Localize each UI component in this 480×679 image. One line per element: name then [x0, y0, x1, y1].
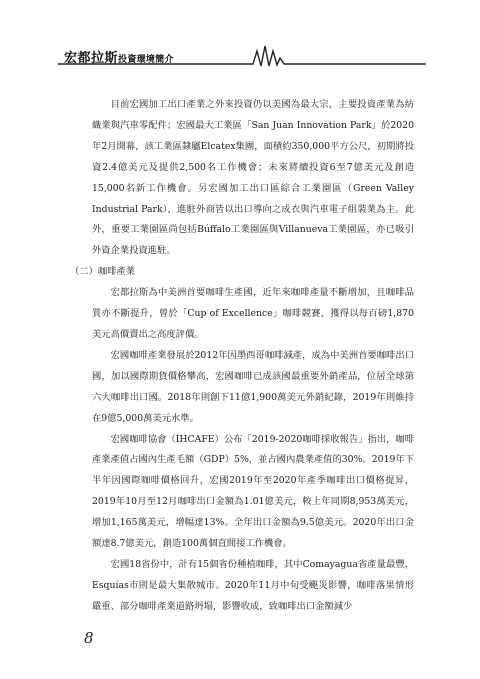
header-title-main: 宏都拉斯	[64, 51, 119, 66]
paragraph: 目前宏國加工出口產業之外來投資仍以美國為最大宗，主要投資產業為紡織業與汽車零配件；宏國最大工業區「San Juan Innovation Park」於2020年2月開幕，該工業區隸屬Elcatex集團，面積約350,000平方公尺，初期將投資2.4億美元及提供2,500名工作機會；未來將續投資6至7億美元及創造15,000名新工作機會。另宏國加工出口區綜合工業園區（Green Valley Industrial Park），進駐外商皆以出口導向之成衣與汽車電子組裝業為主。此外，重要工業園區尚包括Búffalo工業園區與Villanueva工業園區，亦已吸引外資企業投資進駐。	[92, 99, 414, 257]
page-number: 8	[84, 629, 94, 647]
paragraph: 宏國咖啡協會（IHCAFE）公布「2019-2020咖啡採收報告」指出，咖啡產業產值占國內生產毛額（GDP）5%，並占國內農業產值的30%。2019年下半年因國際咖啡價格回升，宏國2019年至2020年產季咖啡出口價格提昇，2019年10月至12月咖啡出口金額為1.01億美元，較上年同期8,953萬美元，增加1,165萬美元，增幅達13%。全年出口金額為9.5億美元。2020年出口金額達8.7億美元，創造100萬個直間接工作機會。	[92, 433, 414, 550]
header-title-sub: 投資環境簡介	[118, 55, 174, 65]
paragraph: 宏國18省份中，計有15個省份種植咖啡，其中Comayagua省產量最豐，Esquías市則是最大集散城市。2020年11月中旬受颶災影響，咖啡落果情形嚴重、部分咖啡產業道路坍塌，影響收成，致咖啡出口金額減少	[92, 558, 414, 612]
body-text	[70, 95, 414, 618]
section-heading: （二）咖啡產業	[70, 266, 136, 278]
running-header	[56, 41, 426, 67]
paragraph: 宏都拉斯為中美洲首要咖啡生產國，近年來咖啡產量不斷增加，且咖啡品質亦不斷提升，曾於「Cup of Excellence」咖啡競賽，獲得以每百磅1,870美元高價賣出之高度評價。	[92, 287, 414, 340]
paragraph: 宏國咖啡產業發展於2012年因墨西哥咖啡減產，成為中美洲首要咖啡出口國，加以國際期貨價格攀高，宏國咖啡已成該國最重要外銷產品，位居全球第六大咖啡出口國。2018年則創下11億1,900萬美元外銷紀錄，2019年則維持在9億5,000萬美元水準。	[92, 349, 414, 424]
header-title	[64, 47, 174, 66]
